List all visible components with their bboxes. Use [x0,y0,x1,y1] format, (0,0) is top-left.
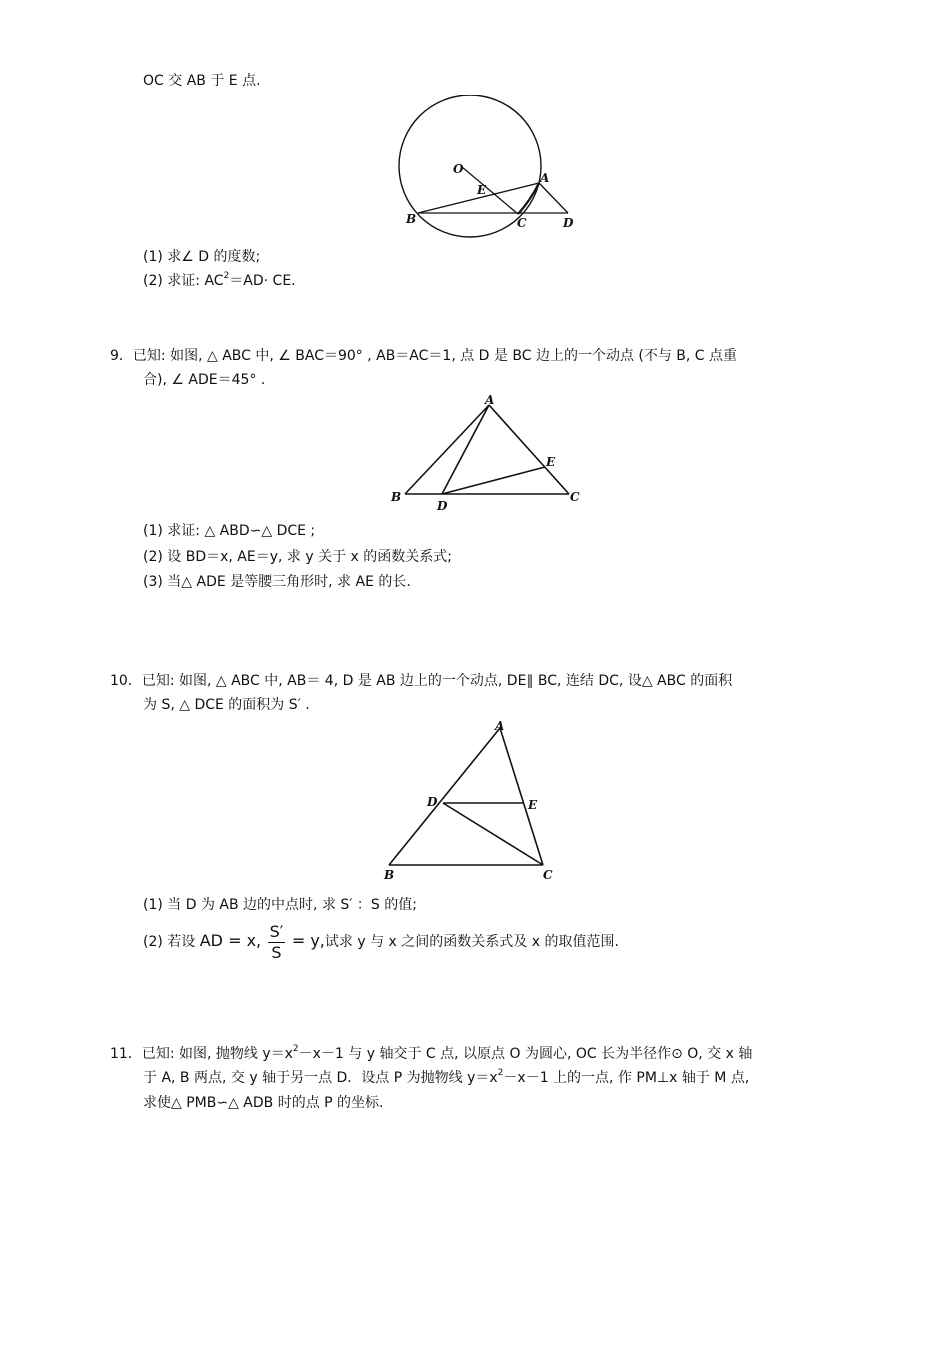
label-a: A [495,719,505,733]
segment-ad [539,183,568,213]
p9-question-2: (2) 设 BD＝x, AE＝y, 求 y 关于 x 的函数关系式; [143,549,452,565]
p9-question-1: (1) 求证: △ ABD∽△ DCE ; [143,523,316,539]
p10-line-2: 为 S, △ DCE 的面积为 S′ . [143,697,310,713]
label-d: D [427,795,438,809]
triangle-figure-10 [380,715,565,885]
p9-line-2: 合), ∠ ADE＝45° . [143,372,266,388]
p8-question-1: (1) 求∠ D 的度数; [143,249,261,265]
label-e: E [477,183,487,197]
label-b: B [391,490,402,504]
label-c: C [517,216,527,230]
p10-question-1: (1) 当 D 为 AB 边的中点时, 求 S′ ：S 的值; [143,897,417,913]
label-b: B [406,212,417,226]
circle-figure [390,95,590,240]
p9-question-3: (3) 当△ ADE 是等腰三角形时, 求 AE 的长. [143,574,411,590]
label-a: A [540,171,550,185]
label-d: D [437,499,448,513]
label-e: E [546,455,556,469]
p9-line-1: 9．已知: 如图, △ ABC 中, ∠ BAC＝90° , AB＝AC＝1, 点 D 是 BC 边上的一个动点 (不与 B, C 点重 [110,348,738,364]
fraction-s-prime-over-s: $\frac{S'}{S}$ [269,921,284,962]
label-a: A [485,393,495,407]
triangle-figure-9 [385,390,585,515]
p8-question-2: (2) 求证: $AC^2=AD\cdot$ CE. [143,271,296,289]
label-c: C [570,490,580,504]
p10-line-1: 10．已知: 如图, △ ABC 中, AB＝ 4, D 是 AB 边上的一个动点, DE∥ BC, 连结 DC, 设△ ABC 的面积 [110,673,733,689]
label-c: C [543,868,553,882]
label-b: B [384,868,395,882]
p11-line-1: 11．已知: 如图, 抛物线 $y=x^2-x-1$ 与 y 轴交于 C 点, 以原点 O 为圆心, OC 长为半径作⊙ O, 交 x 轴 [110,1044,753,1062]
p10-question-2: (2) 若设 AD = x, $\frac{S'}{S}$ = y,试求 y 与 x 之间的函数关系式及 x 的取值范围. [143,921,619,962]
label-d: D [563,216,574,230]
math-equals-y: = y, [291,931,325,950]
p11-line-2: 于 A, B 两点, 交 y 轴于另一点 D．设点 P 为抛物线 $y=x^2-x-1$ 上的一点, 作 PM⊥x 轴于 M 点, [143,1068,750,1086]
p11-line-3: 求使△ PMB∽△ ADB 时的点 P 的坐标. [143,1095,384,1111]
label-e: E [528,798,538,812]
intro-line: OC 交 AB 于 E 点. [143,73,261,89]
label-o: O [453,162,464,176]
math-ad-x: AD = x, [199,931,262,950]
